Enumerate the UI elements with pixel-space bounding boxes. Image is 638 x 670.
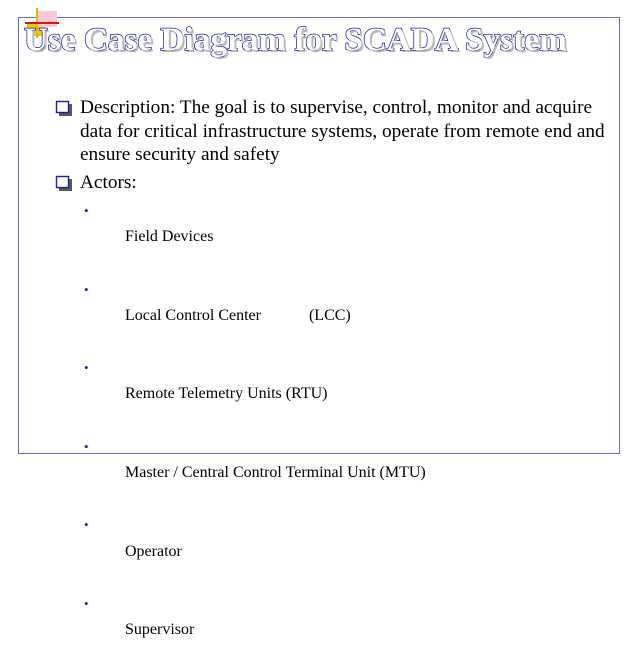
dot-bullet-icon: • <box>84 438 89 454</box>
actor-name: Operator <box>125 542 182 560</box>
actors-label: Actors: <box>80 171 137 193</box>
list-item <box>55 277 615 356</box>
actors-list <box>55 198 615 670</box>
actor-name: Field Devices <box>125 228 214 246</box>
actor-name: Local Control Center (LCC) <box>125 306 351 324</box>
description-item <box>55 96 615 167</box>
actor-name: Master / Central Control Terminal Unit (MTU) <box>125 464 426 482</box>
checkbox-bullet-icon <box>56 176 73 191</box>
list-item <box>55 198 615 277</box>
dot-bullet-icon: • <box>84 517 89 533</box>
slide-content <box>55 96 615 670</box>
page-title: Use Case Diagram for SCADA System <box>24 22 567 58</box>
dot-bullet-icon: • <box>84 203 89 218</box>
dot-bullet-icon: • <box>84 360 89 376</box>
list-item <box>55 512 615 591</box>
actor-name: Remote Telemetry Units (RTU) <box>125 385 328 403</box>
actors-item <box>55 171 615 195</box>
checkbox-bullet-icon <box>56 101 73 116</box>
list-item <box>55 591 615 670</box>
actor-name: Supervisor <box>125 621 195 639</box>
list-item <box>55 355 615 434</box>
dot-bullet-icon: • <box>84 596 89 612</box>
list-item <box>55 434 615 513</box>
dot-bullet-icon: • <box>84 281 89 297</box>
description-text: Description: The goal is to supervise, control, monitor and acquire data for critical infrastructure systems, operate from remote end and ensure security and safety <box>80 97 605 165</box>
